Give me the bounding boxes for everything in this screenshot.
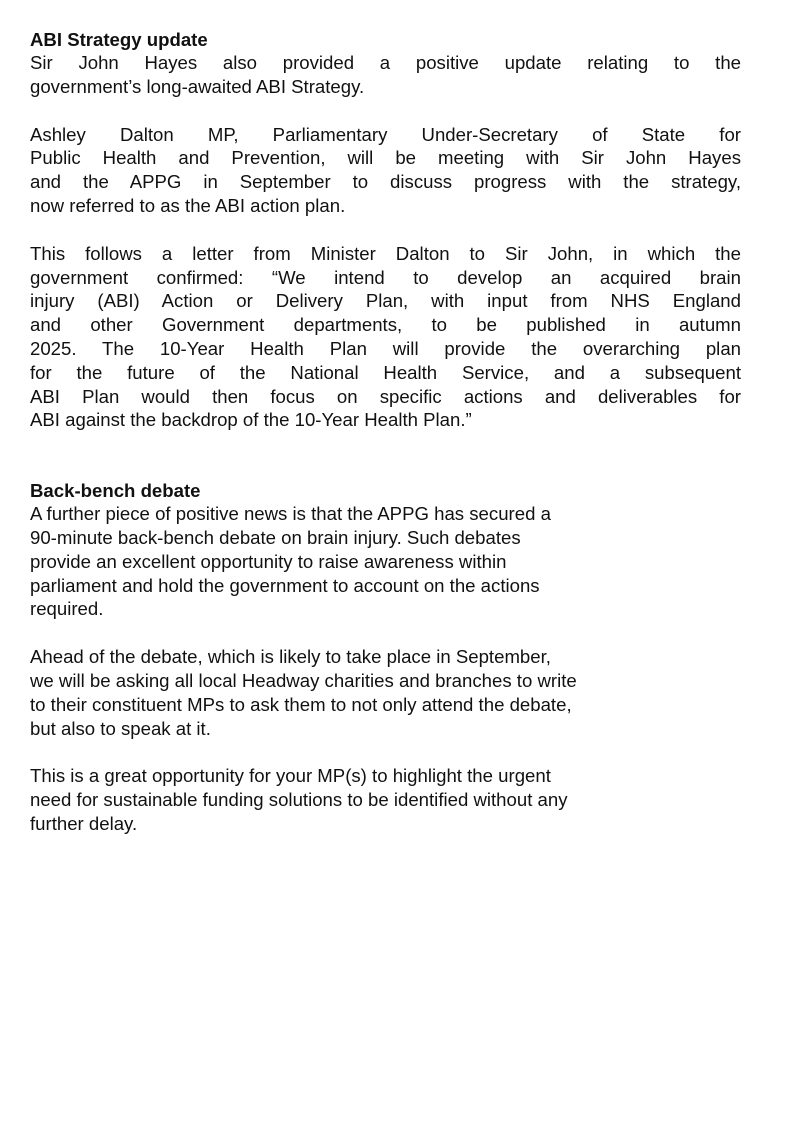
text-line: Sir John Hayes also provided a positive update relating to the (30, 52, 741, 73)
text-line: now referred to as the ABI action plan. (30, 194, 346, 216)
text-line: 90-minute back-bench debate on brain injury. Such debates (30, 526, 521, 548)
paragraph (30, 242, 741, 432)
text-line: Ahead of the debate, which is likely to take place in September, (30, 646, 551, 668)
text-line: This follows a letter from Minister Dalton to Sir John, in which the (30, 242, 741, 264)
text-line: and other Government departments, to be published in autumn (30, 314, 741, 336)
paragraph (30, 51, 741, 99)
text-line: injury (ABI) Action or Delivery Plan, with input from NHS England (30, 290, 741, 312)
text-line: to their constituent MPs to ask them to not only attend the debate, (30, 693, 572, 715)
text-line: need for sustainable funding solutions to be identified without any (30, 789, 568, 811)
text-line: parliament and hold the government to account on the actions (30, 574, 540, 596)
paragraph (30, 645, 741, 740)
text-line: further delay. (30, 812, 138, 834)
text-line: Ashley Dalton MP, Parliamentary Under-Secretary of State for (30, 123, 741, 145)
text-line: Public Health and Prevention, will be meeting with Sir John Hayes (30, 147, 741, 169)
text-line: for the future of the National Health Service, and a subsequent (30, 361, 741, 383)
text-line: but also to speak at it. (30, 717, 211, 739)
paragraph (30, 764, 741, 835)
text-line: A further piece of positive news is that the APPG has secured a (30, 503, 551, 525)
text-line: government’s long-awaited ABI Strategy. (30, 75, 365, 97)
section-back-bench-debate (30, 480, 741, 836)
text-line: and the APPG in September to discuss progress with the strategy, (30, 171, 741, 193)
text-line: required. (30, 598, 104, 620)
section-heading: Back-bench debate (30, 480, 201, 502)
section-abi-strategy (30, 29, 741, 432)
paragraph (30, 502, 741, 621)
text-line: we will be asking all local Headway charities and branches to write (30, 669, 577, 691)
text-line: government confirmed: “We intend to develop an acquired brain (30, 266, 741, 288)
document-page (30, 29, 741, 836)
text-line: This is a great opportunity for your MP(s) to highlight the urgent (30, 765, 551, 787)
text-line: 2025. The 10-Year Health Plan will provide the overarching plan (30, 337, 741, 359)
text-line: provide an excellent opportunity to raise awareness within (30, 550, 507, 572)
text-line: ABI Plan would then focus on specific actions and deliverables for (30, 385, 741, 407)
paragraph (30, 123, 741, 218)
text-line: ABI against the backdrop of the 10-Year Health Plan.” (30, 409, 472, 431)
section-heading: ABI Strategy update (30, 29, 208, 50)
